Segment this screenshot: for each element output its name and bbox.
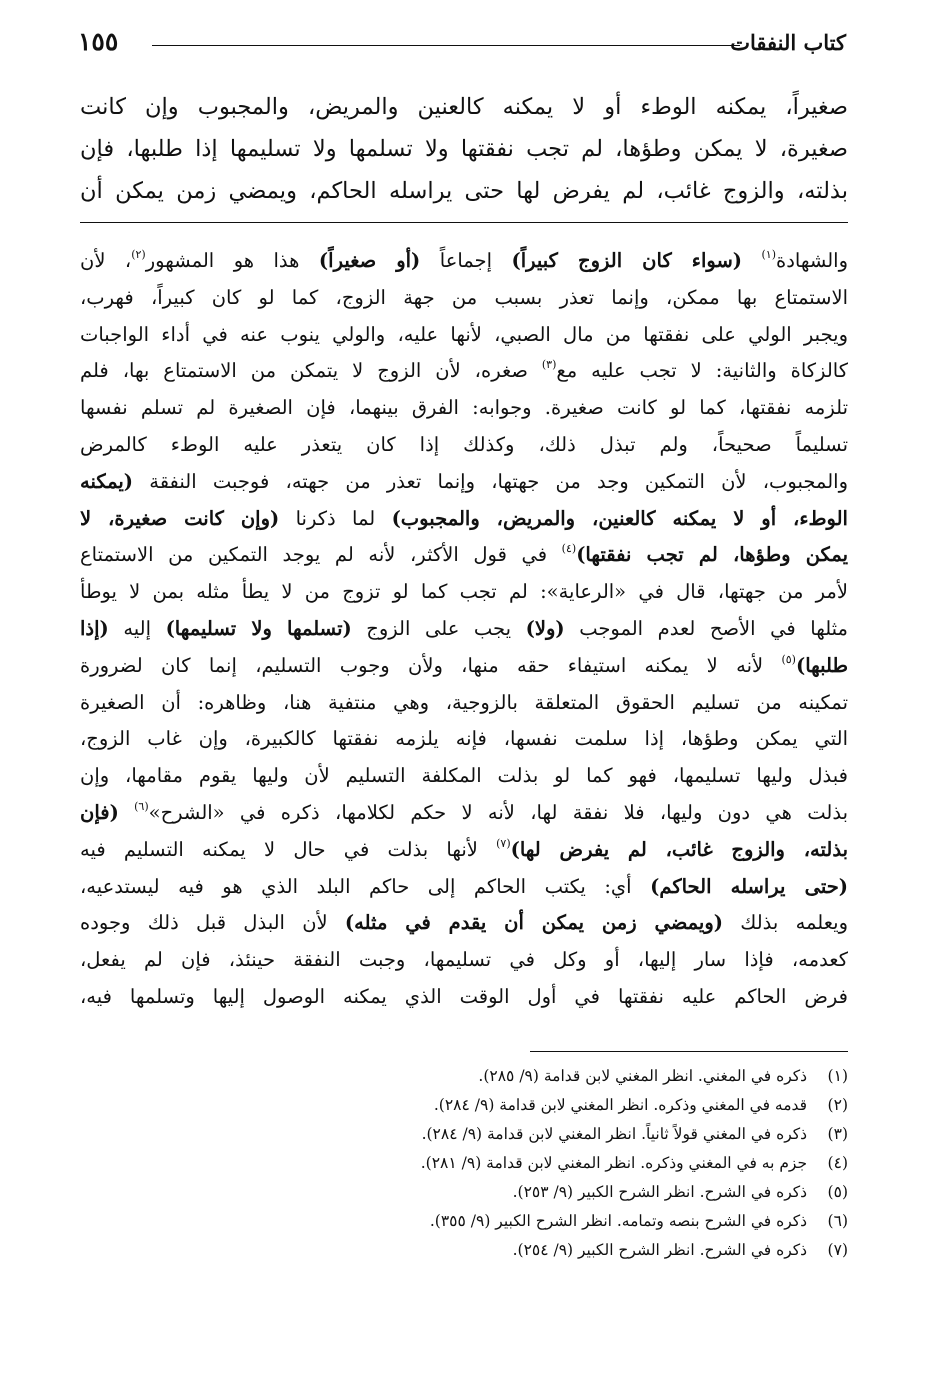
commentary-line: كعدمه، فإذا سار إليها، أو وكل في تسليمها، وجبت النفقة حينئذ، فإن لم يفعل، <box>80 948 848 972</box>
footnote-item <box>88 1236 848 1265</box>
commentary-line: التي يمكن وطؤها، إذا سلمت نفسها، فإنه يلزمه نفقتها كالكبيرة، وإن غاب الزوج، <box>80 727 848 751</box>
footnote-divider <box>530 1051 848 1052</box>
footnote-ref[interactable]: (٥) <box>781 652 796 666</box>
main-text-divider <box>80 222 848 223</box>
text-run: لأنه لا يمكنه استيفاء حقه منها، ولأن وجوب التسليم، إنما كان لضرورة <box>80 653 782 677</box>
text-run: كالزكاة والثانية: لا تجب عليه مع <box>556 359 848 383</box>
commentary-line <box>80 795 848 832</box>
footnote-item <box>88 1178 848 1207</box>
commentary-line <box>80 464 848 501</box>
commentary-line <box>80 611 848 648</box>
quoted-text: (وإن كانت صغيرة، لا <box>80 506 280 530</box>
book-title: كتاب النفقات <box>730 30 846 55</box>
footnote-text: قدمه في المغني وذكره. انظر المغني لابن قدامة (٩/ ٢٨٤). <box>433 1096 808 1114</box>
text-run: هذا هو المشهور <box>145 249 319 272</box>
footnote-item <box>88 1207 848 1236</box>
footnote-ref[interactable]: (١) <box>761 248 776 261</box>
text-run: ويعلمه بذلك <box>723 911 848 935</box>
text-run: يجب على الزوج <box>351 616 526 640</box>
text-run: بذلت هي دون وليها، فلا نفقة لها، لأنه لا حكم لكلامها، ذكره في «الشرح» <box>148 800 848 824</box>
quoted-text: (إذا <box>80 616 109 640</box>
commentary-line: الاستمتاع بها ممكن، وإنما تعذر بسبب من جهة الزوج، كما لو كان كبيراً، فهرب، <box>80 285 848 309</box>
footnote-number: (٢) <box>827 1096 848 1114</box>
commentary-line: لأمر من جهتها، قال في «الرعاية»: لم تجب كما لو تزوج من لا يطأ مثله بمن لا يوطأ <box>80 580 848 604</box>
footnote-number: (٤) <box>827 1154 848 1172</box>
commentary-line <box>80 869 848 906</box>
footnote-text: ذكره في الشرح بنصه وتمامه. انظر الشرح الكبير (٩/ ٣٥٥). <box>429 1212 808 1230</box>
commentary-line: تمكينه من تسليم الحقوق المتعلقة بالزوجية، وهي منتفية هنا، وظاهره: أن الصغيرة <box>80 690 848 714</box>
main-text-line: صغيراً، يمكنه الوطء أو لا يمكنه كالعنين والمريض، والمجبوب وإن كانت <box>80 94 848 120</box>
main-text-line: صغيرة، لا يمكن وطؤها، لم تجب نفقتها ولا تسلمها ولا تسليمها إذا طلبها، فإن <box>80 136 848 162</box>
footnote-text: ذكره في المغني قولاً ثانياً. انظر المغني لابن قدامة (٩/ ٢٨٤). <box>421 1125 808 1143</box>
commentary-line: فبذل وليها تسليمها، فهو كما لو بذلت المكلفة التسليم لأن وليها يقوم مقامها، وإن <box>80 764 848 788</box>
commentary-line <box>80 353 848 390</box>
footnote-ref[interactable]: (٦) <box>134 799 149 813</box>
text-run: ، لأن <box>80 249 132 272</box>
text-run: لأن البذل قبل ذلك وجوده <box>80 911 345 935</box>
commentary-line <box>80 537 848 574</box>
quoted-text: (حتى يراسله الحاكم) <box>650 874 848 898</box>
text-run: والمجبوب، لأن التمكين وجد من جهتها، وإنما تعذر من جهته، فوجبت النفقة <box>133 469 848 493</box>
text-run: في قول الأكثر، لأنه لم يوجد التمكين من الاستمتاع <box>80 543 562 567</box>
footnote-number: (٧) <box>827 1241 848 1259</box>
footnote-text: ذكره في الشرح. انظر الشرح الكبير (٩/ ٢٥٤). <box>512 1241 808 1259</box>
footnote-number: (٣) <box>827 1125 848 1143</box>
quoted-text: (فإن <box>80 800 119 824</box>
text-run: والشهادة <box>776 249 848 272</box>
footnote-number: (١) <box>827 1067 848 1085</box>
commentary-line: فرض الحاكم عليه نفقتها في أول الوقت الذي يمكنه الوصول إليها وتسلمها فيه، <box>80 984 848 1008</box>
commentary-line: تلزمه نفقتها، كما لو كانت صغيرة. وجوابه: الفرق بينهما، فإن الصغيرة لم تسلم نفسها <box>80 396 848 420</box>
footnote-text: ذكره في المغني. انظر المغني لابن قدامة (٩/ ٢٨٥). <box>478 1067 808 1085</box>
quoted-text: يمكن وطؤها، لم تجب نفقتها) <box>576 543 848 567</box>
quoted-text: (يمكنه <box>80 469 134 493</box>
quoted-text: (ويمضي زمن يمكن أن يقدم في مثله) <box>344 911 723 935</box>
footnote-item <box>88 1120 848 1149</box>
footnote-ref[interactable]: (٣) <box>541 358 557 372</box>
quoted-text: الوطء، أو لا يمكنه كالعنين، والمريض، والمجبوب) <box>391 506 848 530</box>
footnote-text: جزم به في المغني وذكره. انظر المغني لابن قدامة (٩/ ٢٨١). <box>420 1154 808 1172</box>
text-run: أي: يكتب الحاكم إلى حاكم البلد الذي هو فيه ليستدعيه، <box>80 874 651 898</box>
text-run <box>119 801 134 824</box>
running-header <box>78 26 846 56</box>
commentary-line <box>80 243 848 280</box>
commentary-line <box>80 648 848 685</box>
text-run: مثلها في الأصح لعدم الموجب <box>564 616 848 640</box>
text-run: صغره، لأن الزوج لا يتمكن من الاستمتاع بها، فلم <box>80 359 542 383</box>
quoted-text: (تسلمها ولا تسليمها) <box>165 616 352 640</box>
footnote-number: (٥) <box>827 1183 848 1201</box>
quoted-text: (ولا) <box>525 616 565 640</box>
footnote-ref[interactable]: (٤) <box>561 542 577 556</box>
commentary-line: تسليماً صحيحاً، ولم تبذل ذلك، وكذلك إذا كان يتعذر عليه الوطء كالمرض <box>80 432 848 456</box>
quoted-text: طلبها) <box>795 653 848 677</box>
commentary-line <box>80 832 848 869</box>
footnote-item <box>88 1062 848 1091</box>
footnote-ref[interactable]: (٧) <box>496 836 511 850</box>
quoted-text: (أو صغيراً) <box>318 249 421 272</box>
main-text-line: بذلته، والزوج غائب، لم يفرض لها حتى يراسله الحاكم، ويمضي زمن يمكن أن <box>80 178 848 204</box>
commentary-line <box>80 905 848 942</box>
commentary <box>80 243 848 1016</box>
commentary-line: ويجبر الولي على نفقتها من مال الصبي، لأنها عليه، والولي ينوب عنه في أداء الواجبات <box>80 322 848 346</box>
text-run: لما ذكرنا <box>279 506 392 530</box>
text-run <box>742 249 761 272</box>
footnote-ref[interactable]: (٢) <box>131 248 146 261</box>
footnote-text: ذكره في الشرح. انظر الشرح الكبير (٩/ ٢٥٣). <box>512 1183 808 1201</box>
header-rule <box>152 45 740 46</box>
text-run: إجماعاً <box>420 249 512 272</box>
quoted-text: بذلته، والزوج غائب، لم يفرض لها) <box>510 837 848 861</box>
text-run: لأنها بذلت في حال لا يمكنه التسليم فيه <box>80 837 497 861</box>
footnote-item <box>88 1149 848 1178</box>
footnote-item <box>88 1091 848 1120</box>
footnote-number: (٦) <box>827 1212 848 1230</box>
quoted-text: (سواء كان الزوج كبيراً) <box>511 249 743 272</box>
commentary-line <box>80 501 848 538</box>
page-number: ١٥٥ <box>78 27 119 56</box>
main-text <box>80 86 848 212</box>
footnotes <box>88 1062 848 1265</box>
text-run: إليه <box>108 616 166 640</box>
